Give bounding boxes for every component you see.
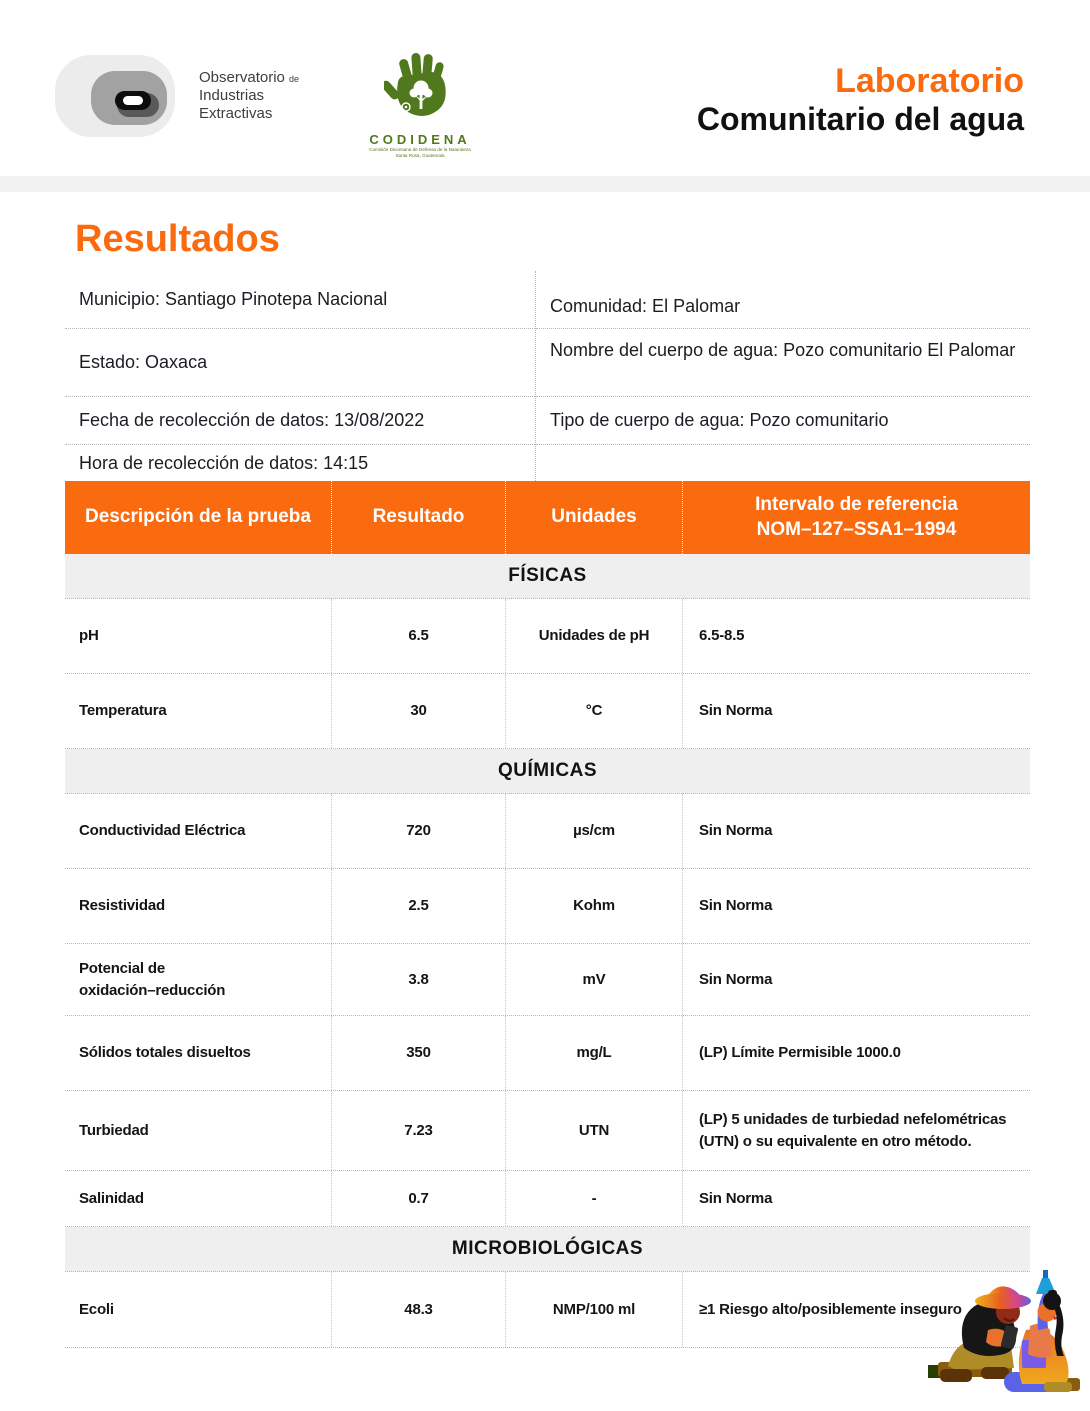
table-row-solidos-totales — [65, 1016, 1030, 1091]
test-reference: Sin Norma — [682, 869, 1030, 943]
oie-word-de: de — [289, 73, 300, 84]
test-result: 48.3 — [331, 1272, 505, 1347]
metadata-right-column — [535, 271, 1030, 481]
section-header-microbiologicas: MICROBIOLÓGICAS — [65, 1227, 1030, 1272]
test-reference: Sin Norma — [682, 944, 1030, 1015]
test-units: °C — [505, 674, 682, 748]
section-header-fisicas: FÍSICAS — [65, 554, 1030, 599]
test-result: 30 — [331, 674, 505, 748]
meta-nombre-cuerpo-agua: Nombre del cuerpo de agua: Pozo comunitario El Palomar — [536, 329, 1030, 397]
oie-word-extractivas: Extractivas — [199, 105, 273, 123]
test-name: Salinidad — [79, 1189, 144, 1207]
column-header-intervalo — [682, 481, 1030, 554]
test-name: Potencial de — [79, 959, 165, 977]
test-units: NMP/100 ml — [505, 1272, 682, 1347]
test-name: Sólidos totales disueltos — [79, 1044, 251, 1062]
title-laboratorio: Laboratorio — [835, 62, 1024, 100]
document-title — [697, 62, 1024, 138]
table-row-ecoli — [65, 1272, 1030, 1348]
table-row-resistividad — [65, 869, 1030, 944]
codidena-hand-icon — [384, 52, 456, 130]
test-result: 2.5 — [331, 869, 505, 943]
test-result: 7.23 — [331, 1091, 505, 1170]
codidena-tagline-1: Comisión Diocesana de Defensa de la Naturaleza — [369, 147, 471, 152]
test-reference: (LP) Límite Permisible 1000.0 — [682, 1016, 1030, 1090]
results-heading: Resultados — [75, 218, 280, 260]
test-reference: ≥1 Riesgo alto/posiblemente inseguro — [682, 1272, 1030, 1347]
oie-logo-pill — [115, 91, 151, 110]
meta-estado: Estado: Oaxaca — [65, 329, 535, 397]
test-units: mg/L — [505, 1016, 682, 1090]
title-comunitario: Comunitario del agua — [696, 101, 1024, 138]
table-row-potencial-redox — [65, 944, 1030, 1016]
section-header-quimicas: QUÍMICAS — [65, 749, 1030, 794]
test-name-line2: oxidación–reducción — [79, 981, 226, 999]
test-units: µs/cm — [505, 794, 682, 868]
table-row-ph — [65, 599, 1030, 674]
test-name: Resistividad — [79, 897, 165, 915]
test-result: 3.8 — [331, 944, 505, 1015]
sample-metadata — [65, 271, 1030, 481]
codidena-name: CODIDENA — [369, 132, 471, 147]
illustration-people-lab — [926, 1268, 1090, 1404]
table-row-salinidad — [65, 1171, 1030, 1227]
test-name: pH — [79, 627, 99, 645]
table-row-temperatura — [65, 674, 1030, 749]
column-header-intervalo-line2: NOM–127–SSA1–1994 — [756, 518, 957, 540]
test-reference: Sin Norma — [682, 1171, 1030, 1226]
test-units: Kohm — [505, 869, 682, 943]
codidena-tagline-2: Santa Rosa, Guatemala — [395, 152, 445, 158]
column-header-descripcion: Descripción de la prueba — [85, 506, 311, 528]
header-divider-bar — [0, 176, 1090, 192]
test-name: Conductividad Eléctrica — [79, 822, 246, 840]
test-result: 720 — [331, 794, 505, 868]
results-table — [65, 481, 1030, 1348]
page-header — [0, 0, 1090, 176]
test-result: 0.7 — [331, 1171, 505, 1226]
oie-logo-icon — [55, 55, 175, 137]
people-testing-water-icon — [926, 1268, 1090, 1404]
metadata-left-column — [65, 271, 535, 481]
meta-empty-cell — [536, 445, 1030, 481]
results-table-header — [65, 481, 1030, 554]
test-result: 6.5 — [331, 599, 505, 673]
test-units: UTN — [505, 1091, 682, 1170]
oie-word-observatorio: Observatorio — [199, 68, 285, 86]
meta-fecha: Fecha de recolección de datos: 13/08/2022 — [65, 397, 535, 445]
test-reference: (LP) 5 unidades de turbiedad nefelométricas (UTN) o su equivalente en otro método. — [682, 1091, 1030, 1170]
meta-municipio: Municipio: Santiago Pinotepa Nacional — [65, 271, 535, 329]
table-row-turbiedad — [65, 1091, 1030, 1171]
column-header-unidades: Unidades — [505, 481, 682, 554]
test-units: - — [505, 1171, 682, 1226]
oie-logo-pill-highlight — [123, 96, 143, 105]
oie-logo — [55, 55, 299, 137]
oie-word-industrias: Industrias — [199, 86, 265, 104]
column-header-resultado: Resultado — [331, 481, 505, 554]
test-name: Ecoli — [79, 1300, 114, 1318]
test-name: Turbiedad — [79, 1121, 149, 1139]
column-header-intervalo-line1: Intervalo de referencia — [755, 493, 958, 515]
test-reference: Sin Norma — [682, 794, 1030, 868]
test-units: Unidades de pH — [505, 599, 682, 673]
codidena-logo — [350, 52, 490, 159]
test-reference: Sin Norma — [682, 674, 1030, 748]
meta-tipo-cuerpo-agua: Tipo de cuerpo de agua: Pozo comunitario — [536, 397, 1030, 445]
test-result: 350 — [331, 1016, 505, 1090]
table-row-conductividad — [65, 794, 1030, 869]
results-section — [0, 192, 1090, 1348]
test-name: Temperatura — [79, 702, 167, 720]
oie-logo-text — [199, 69, 299, 124]
test-units: mV — [505, 944, 682, 1015]
meta-comunidad: Comunidad: El Palomar — [536, 271, 1030, 329]
test-reference: 6.5-8.5 — [682, 599, 1030, 673]
meta-hora: Hora de recolección de datos: 14:15 — [79, 452, 369, 473]
